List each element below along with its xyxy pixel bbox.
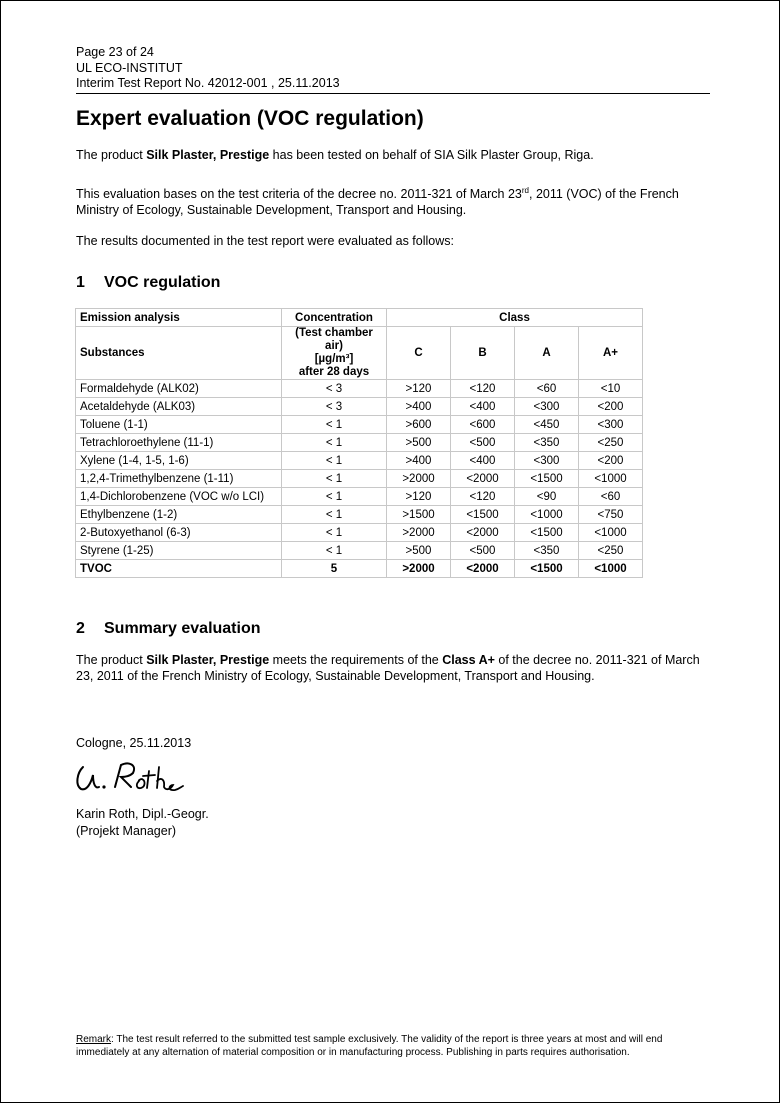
class-a-value: <1500: [515, 470, 579, 488]
class-b-value: <2000: [451, 524, 515, 542]
substance-name: Formaldehyde (ALK02): [76, 380, 282, 398]
class-a-plus-value: <200: [579, 452, 643, 470]
header-days-line: after 28 days: [298, 366, 370, 378]
class-a-value: <60: [515, 380, 579, 398]
product-name: Silk Plaster, Prestige: [146, 148, 270, 162]
concentration-value: < 1: [282, 416, 387, 434]
class-a-value: <1000: [515, 506, 579, 524]
substance-name: Ethylbenzene (1-2): [76, 506, 282, 524]
voc-table: [75, 308, 643, 578]
header-unit-line: [µg/m³]: [314, 353, 354, 365]
header-concentration: Concentration: [282, 309, 387, 327]
class-a-plus-value: <300: [579, 416, 643, 434]
remark: [76, 1034, 716, 1059]
section-number: 1: [76, 274, 85, 291]
substance-name: Styrene (1-25): [76, 542, 282, 560]
intro-paragraph-3: The results documented in the test report were evaluated as follows:: [76, 234, 454, 248]
class-a-value: <1500: [515, 524, 579, 542]
class-col-a-plus: A+: [579, 327, 643, 380]
class-c-value: >2000: [387, 470, 451, 488]
class-c-value: >500: [387, 434, 451, 452]
total-class-a: <1500: [515, 560, 579, 578]
header-chamber: [282, 327, 387, 380]
class-b-value: <120: [451, 488, 515, 506]
superscript: rd: [521, 186, 529, 195]
signer-role: (Projekt Manager): [76, 824, 177, 838]
table-subheader-row: [76, 327, 643, 380]
substance-name: 2-Butoxyethanol (6-3): [76, 524, 282, 542]
handwritten-signature: [71, 757, 191, 797]
table-body: [76, 380, 643, 560]
table-row: [76, 398, 643, 416]
class-a-plus-value: <1000: [579, 524, 643, 542]
class-col-c: C: [387, 327, 451, 380]
intro-paragraph-2: [76, 183, 721, 218]
class-a-plus-value: <250: [579, 434, 643, 452]
table-row: [76, 542, 643, 560]
summary-paragraph: [76, 653, 716, 684]
class-a-plus-value: <200: [579, 398, 643, 416]
class-b-value: <600: [451, 416, 515, 434]
summary-text: of the decree no. 2011-321 of March 23, 2011 of the French Ministry of Ecology, Sustainable Development, Transport and Housing.: [76, 653, 700, 683]
report-reference: Interim Test Report No. 42012-001 , 25.11.2013: [76, 76, 340, 90]
summary-text: meets the requirements of the: [269, 653, 443, 667]
class-a-value: <350: [515, 542, 579, 560]
class-c-value: >400: [387, 398, 451, 416]
concentration-value: < 1: [282, 434, 387, 452]
product-name: Silk Plaster, Prestige: [146, 653, 270, 667]
remark-label: Remark: [76, 1034, 112, 1045]
table-row: [76, 524, 643, 542]
header-chamber-line: (Test chamber air): [295, 327, 373, 352]
class-b-value: <400: [451, 452, 515, 470]
table-row: [76, 434, 643, 452]
section-heading-1: [76, 274, 220, 292]
class-c-value: >1500: [387, 506, 451, 524]
substance-name: Acetaldehyde (ALK03): [76, 398, 282, 416]
concentration-value: < 1: [282, 524, 387, 542]
table-row: [76, 452, 643, 470]
class-b-value: <500: [451, 434, 515, 452]
class-c-value: >120: [387, 488, 451, 506]
section-title: Summary evaluation: [104, 620, 261, 637]
class-a-plus-value: <750: [579, 506, 643, 524]
intro-paragraph-1: [76, 148, 716, 164]
class-b-value: <400: [451, 398, 515, 416]
class-c-value: >600: [387, 416, 451, 434]
concentration-value: < 1: [282, 542, 387, 560]
class-c-value: >500: [387, 542, 451, 560]
class-a-value: <350: [515, 434, 579, 452]
total-name: TVOC: [76, 560, 282, 578]
substance-name: 1,4-Dichlorobenzene (VOC w/o LCI): [76, 488, 282, 506]
class-b-value: <500: [451, 542, 515, 560]
total-conc: 5: [282, 560, 387, 578]
table-row: [76, 488, 643, 506]
table-header-row: [76, 309, 643, 327]
class-c-value: >120: [387, 380, 451, 398]
substance-name: Tetrachloroethylene (11-1): [76, 434, 282, 452]
intro-text: This evaluation bases on the test criteria of the decree no. 2011-321 of March 23: [76, 187, 522, 202]
signer-name: Karin Roth, Dipl.-Geogr.: [76, 807, 209, 821]
class-a-plus-value: <1000: [579, 470, 643, 488]
class-a-value: <300: [515, 452, 579, 470]
class-c-value: >400: [387, 452, 451, 470]
concentration-value: < 1: [282, 452, 387, 470]
table-row: [76, 416, 643, 434]
class-a-plus-value: <60: [579, 488, 643, 506]
table-row: [76, 470, 643, 488]
class-a-value: <90: [515, 488, 579, 506]
class-c-value: >2000: [387, 524, 451, 542]
institute-name: UL ECO-INSTITUT: [76, 60, 183, 75]
substance-name: 1,2,4-Trimethylbenzene (1-11): [76, 470, 282, 488]
concentration-value: < 3: [282, 380, 387, 398]
place-date: Cologne, 25.11.2013: [76, 736, 192, 750]
page-title: Expert evaluation (VOC regulation): [76, 107, 424, 130]
class-col-a: A: [515, 327, 579, 380]
concentration-value: < 1: [282, 506, 387, 524]
page-number: Page 23 of 24: [76, 45, 154, 59]
class-label: Class A+: [442, 653, 495, 667]
table-row: [76, 506, 643, 524]
class-a-value: <450: [515, 416, 579, 434]
class-col-b: B: [451, 327, 515, 380]
summary-text: The product: [76, 653, 147, 667]
header-class: Class: [387, 309, 643, 327]
total-class-a-plus: <1000: [579, 560, 643, 578]
page-header: [76, 45, 710, 94]
class-b-value: <1500: [451, 506, 515, 524]
substance-name: Toluene (1-1): [76, 416, 282, 434]
section-title: VOC regulation: [104, 274, 221, 291]
section-heading-2: [76, 620, 261, 638]
class-b-value: <2000: [451, 470, 515, 488]
class-a-plus-value: <10: [579, 380, 643, 398]
class-a-value: <300: [515, 398, 579, 416]
concentration-value: < 1: [282, 488, 387, 506]
class-b-value: <120: [451, 380, 515, 398]
class-a-plus-value: <250: [579, 542, 643, 560]
header-substances: Substances: [76, 327, 282, 380]
intro-text: , 2011 (VOC) of the French Ministry of Ecology, Sustainable Development, Transport and Housing.: [76, 187, 679, 217]
concentration-value: < 1: [282, 470, 387, 488]
total-class-c: >2000: [387, 560, 451, 578]
total-class-b: <2000: [451, 560, 515, 578]
table-row: [76, 380, 643, 398]
substance-name: Xylene (1-4, 1-5, 1-6): [76, 452, 282, 470]
header-emission: Emission analysis: [76, 309, 282, 327]
intro-text: has been tested on behalf of SIA Silk Plaster Group, Riga.: [269, 148, 594, 162]
concentration-value: < 3: [282, 398, 387, 416]
remark-text: : The test result referred to the submitted test sample exclusively. The validity of the report is three years at most and will end immediately at any alternation of material composition or in manufacturing process. Publishing in parts requires authorisation.: [76, 1034, 663, 1058]
section-number: 2: [76, 620, 85, 637]
intro-text: The product: [76, 148, 147, 162]
total-row: [76, 560, 643, 578]
